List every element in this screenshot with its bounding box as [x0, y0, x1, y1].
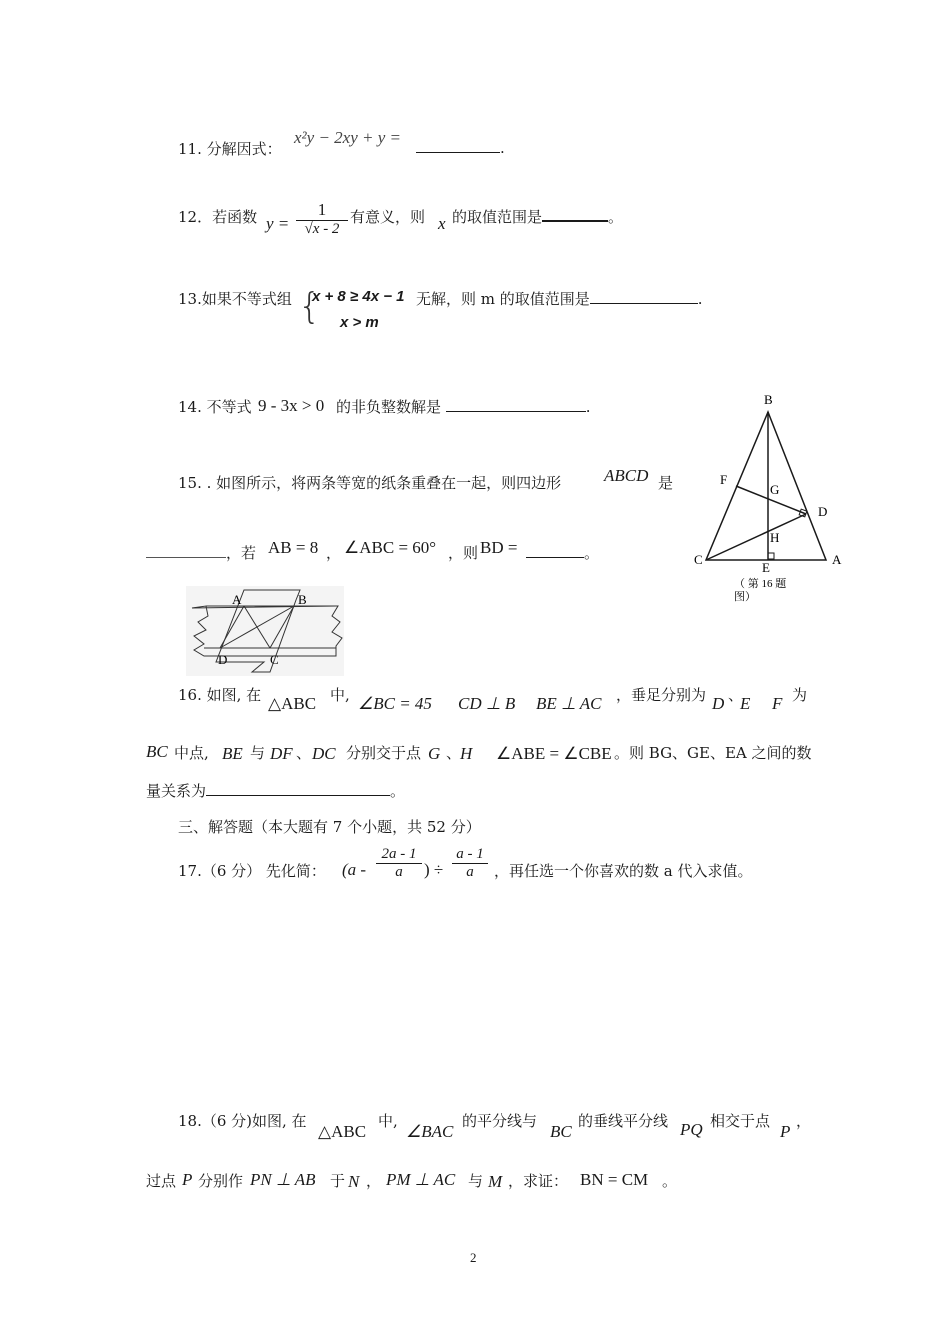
q17-label: 17.（6 分） 先化简：: [178, 862, 326, 880]
fig15-label-a: A: [232, 592, 242, 607]
fig16-caption-1: （ 第 16 题: [734, 578, 787, 590]
q14-label: 14. 不等式: [178, 398, 252, 416]
q18-pn: PN ⊥ AB: [250, 1170, 316, 1189]
q16-dun: 、: [728, 686, 744, 704]
fig16-label-c: C: [694, 552, 703, 567]
fig16-label-h: H: [770, 530, 780, 545]
q16-d: D: [712, 694, 725, 713]
q15-bd: BD =: [480, 538, 518, 557]
q16-zh: 中,: [330, 686, 350, 704]
fig16-label-g: G: [770, 482, 780, 497]
q16-midpoint: 中点,: [174, 744, 209, 762]
q18-bc: BC: [550, 1122, 572, 1141]
q12-tail: 的取值范围是 。: [452, 208, 624, 226]
q16-h: H: [460, 744, 473, 763]
q15-quad: ABCD: [604, 466, 649, 485]
q18-comma: ，: [796, 1112, 812, 1130]
q12-label: 12．若函数: [178, 208, 258, 226]
q16-g: G: [428, 744, 441, 763]
q16-dc: DC: [312, 744, 336, 763]
q18-t3: 相交于点: [710, 1112, 771, 1130]
brace-icon: {: [298, 286, 321, 327]
q16-be: BE ⊥ AC: [536, 694, 602, 713]
q18-end: 。: [662, 1172, 678, 1190]
q18-prove: ，求证：: [508, 1172, 569, 1190]
q16-wei: 为: [792, 686, 808, 704]
q11-expression: x²y − 2xy + y =: [294, 128, 401, 147]
fig16-label-d: D: [818, 504, 828, 519]
q18-pq: PQ: [680, 1120, 703, 1139]
q15-tail: 是: [658, 474, 674, 492]
q17-lp: (a -: [342, 860, 367, 879]
q16-df: DF: [270, 744, 293, 763]
paper-strips-figure: [186, 586, 344, 676]
q18-label: 18.（6 分)如图, 在: [178, 1112, 307, 1130]
q18-p2: P: [182, 1170, 193, 1189]
question-11: [178, 138, 282, 159]
fig16-label-a: A: [832, 552, 842, 567]
page-number: 2: [470, 1250, 477, 1265]
q13-line2: x > m: [340, 314, 379, 331]
q15-then: ，则: [448, 544, 479, 562]
q18-t2: 的垂线平分线: [578, 1112, 669, 1130]
fig16-caption-2: 图）: [734, 591, 756, 603]
q18-l2b: 分别作: [198, 1172, 244, 1190]
q16-be2: BE: [222, 744, 243, 763]
q16-cd: CD ⊥ B: [458, 694, 516, 713]
q18-zh: 中,: [378, 1112, 398, 1130]
q18-yu1: 于: [330, 1172, 346, 1190]
q18-p: P: [780, 1122, 791, 1141]
fig16-label-e: E: [762, 560, 770, 575]
fig15-label-b: B: [298, 592, 307, 607]
q12-y: y =: [266, 214, 290, 233]
q16-f: F: [772, 694, 783, 713]
fig15-label-d: D: [218, 652, 228, 667]
q15-label: 15. . 如图所示，将两条等宽的纸条重叠在一起，则四边形: [178, 474, 562, 492]
q17-fraction-2: a - 1 a: [452, 846, 488, 881]
q11-answer-blank: .: [416, 138, 505, 157]
fig16-label-f: F: [720, 472, 728, 487]
fig16-label-b: B: [764, 392, 773, 407]
q15-bd-blank: 。: [526, 542, 599, 563]
q18-n: N: [348, 1172, 360, 1191]
q14-tail: 的非负整数解是 .: [336, 398, 591, 416]
q18-t1: 的平分线与: [462, 1112, 538, 1130]
q16-angle: ∠BC = 45: [358, 694, 432, 713]
q18-bac: ∠BAC: [406, 1122, 454, 1141]
q16-line3: 量关系为 。: [146, 782, 406, 800]
q16-dun2: 、: [296, 744, 312, 762]
q16-eq: ∠ABE = ∠CBE: [496, 744, 612, 763]
q18-yu2: 与: [468, 1172, 484, 1190]
q15-line2: ，若: [146, 542, 256, 563]
q12-fraction: [296, 200, 348, 238]
q18-pm: PM ⊥ AC: [386, 1170, 456, 1189]
q16-ask: 。则 BG、GE、EA 之间的数: [614, 744, 812, 762]
q16-yu: 与: [250, 744, 266, 762]
q16-e: E: [740, 694, 751, 713]
q16-tri: △ABC: [268, 694, 317, 713]
q12-numerator: 1: [296, 200, 348, 221]
q17-div: ) ÷: [424, 860, 444, 879]
triangle-figure: [690, 390, 850, 610]
q13-line1: x + 8 ≥ 4x − 1: [312, 288, 405, 305]
q17-tail: ，再任选一个你喜欢的数 a 代入求值。: [494, 862, 753, 880]
q14-expr: 9 - 3x > 0: [258, 396, 325, 415]
q16-bc: BC: [146, 742, 168, 761]
q12-denominator: √x - 2: [304, 221, 340, 237]
fig15-label-c: C: [270, 652, 279, 667]
q17-fraction-1: 2a - 1 a: [376, 846, 422, 881]
q18-m: M: [488, 1172, 503, 1191]
q18-concl: BN = CM: [580, 1170, 649, 1189]
q12-mid: 有意义，则: [350, 208, 426, 226]
q15-ab: AB = 8: [268, 538, 319, 557]
q16-jiao: 分别交于点: [346, 744, 422, 762]
sqrt-icon: √: [304, 221, 313, 237]
q16-foot: ，垂足分别为: [616, 686, 707, 704]
q15-comma: ，: [326, 544, 342, 562]
q18-sep: ，: [366, 1172, 382, 1190]
section-3-heading: 三、解答题（本大题有 7 个小题，共 52 分）: [178, 818, 481, 836]
q16-label: 16. 如图, 在: [178, 686, 262, 704]
q11-label: 11. 分解因式：: [178, 140, 282, 158]
q13-tail: 无解，则 m 的取值范围是 .: [416, 290, 703, 308]
q16-dun3: 、: [446, 744, 462, 762]
q18-tri: △ABC: [318, 1122, 367, 1141]
q18-l2a: 过点: [146, 1172, 177, 1190]
q13-label: 13.如果不等式组: [178, 290, 292, 308]
q12-x: x: [438, 214, 446, 233]
q15-angle: ∠ABC = 60°: [344, 538, 437, 557]
